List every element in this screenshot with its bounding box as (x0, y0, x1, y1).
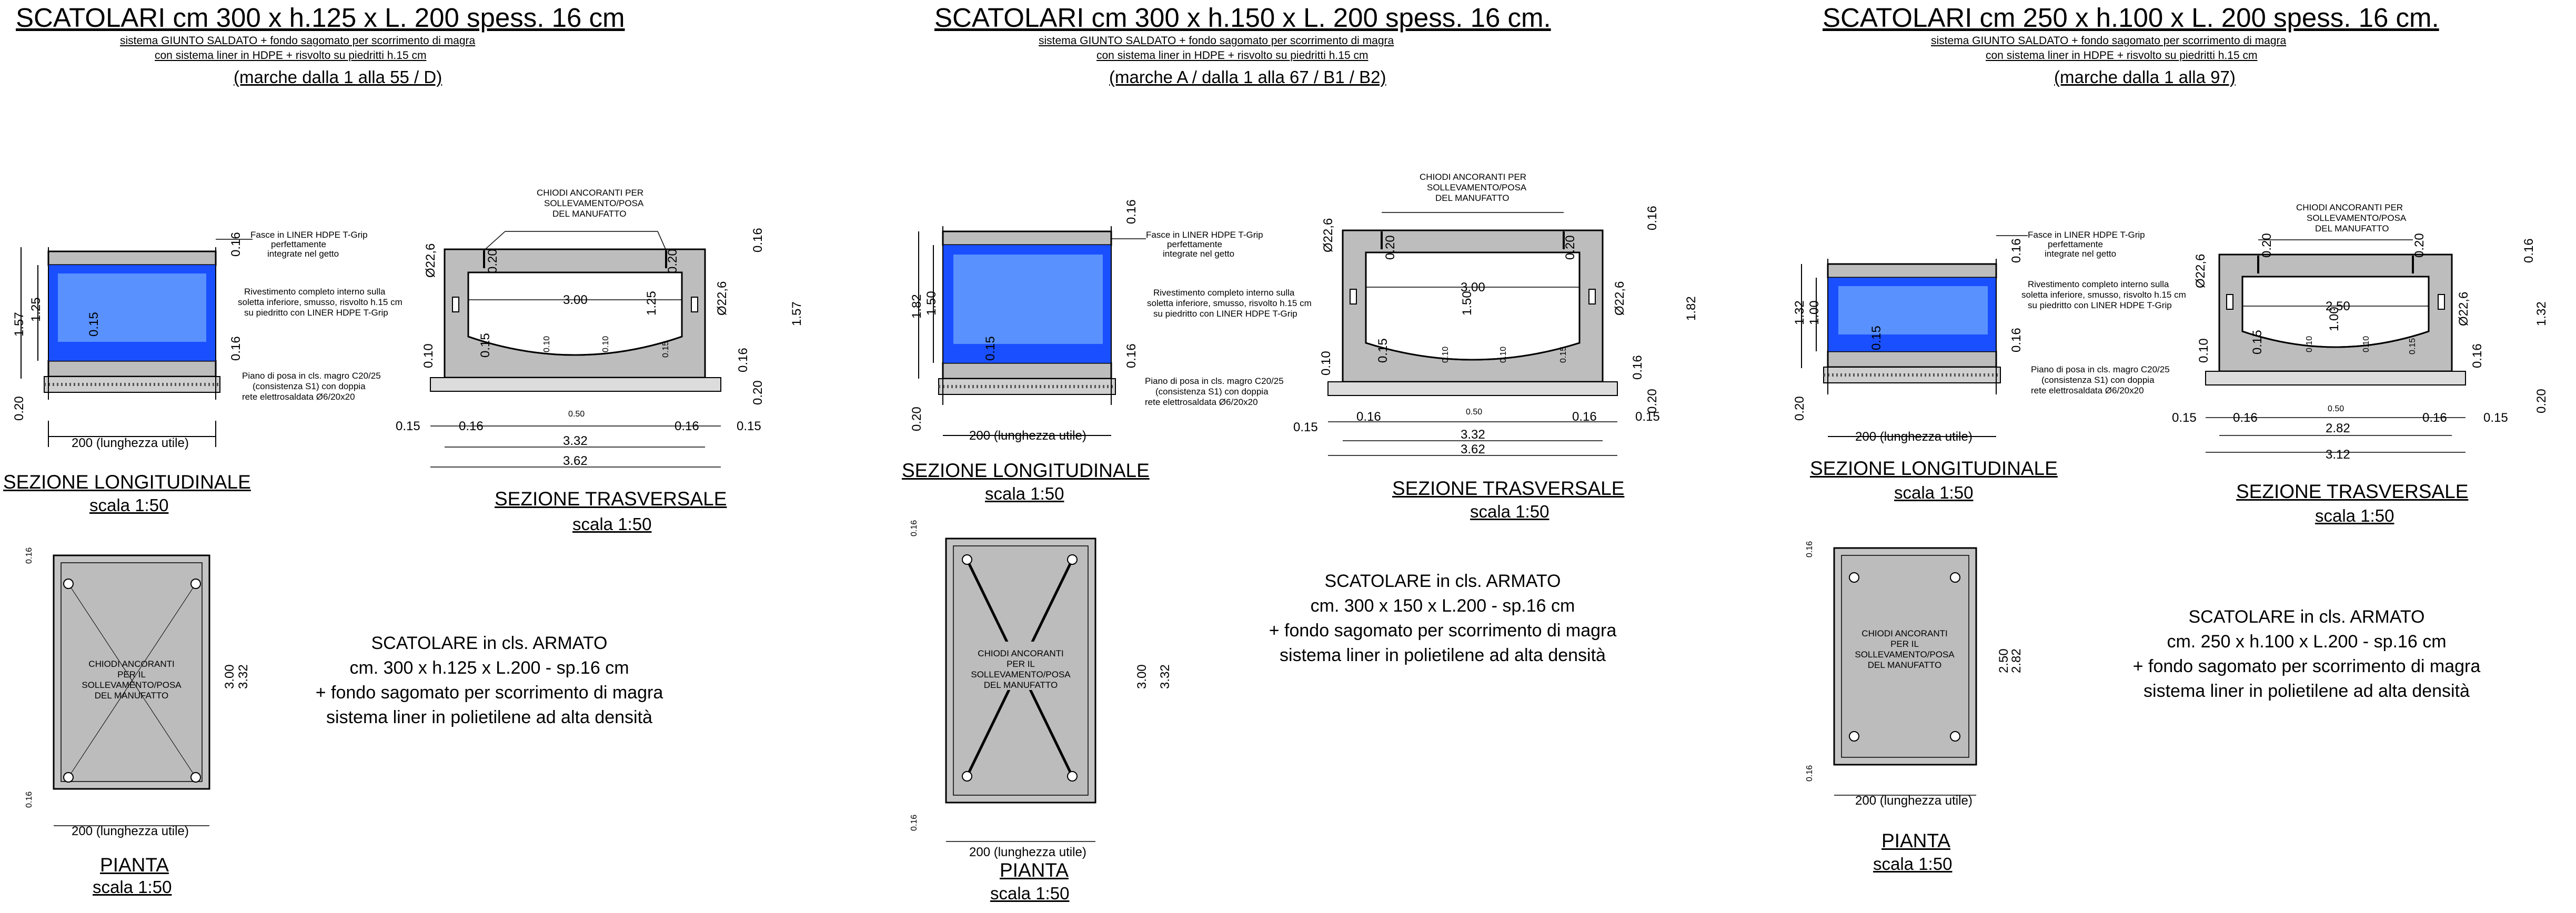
plan-scale: scala 1:50 (1873, 854, 1953, 874)
trans-left-b1: 0.10 (421, 343, 436, 368)
trans-base-width: 3.62 (1461, 442, 1485, 457)
trans-br-16: 0.16 (2422, 411, 2447, 425)
rivest-note-2: soletta inferiore, smusso, risvolto h.15 cm (238, 297, 402, 307)
trans-bl-15: 0.15 (2172, 411, 2197, 425)
longitudinal-section (910, 199, 1312, 443)
rivest-note-1: Rivestimento completo interno sulla (1153, 288, 1295, 298)
long-top-thickness: 0.16 (2009, 238, 2024, 263)
plan-chiodi-2: PER IL (117, 669, 146, 679)
plan-edge-bot: 0.16 (910, 814, 919, 831)
plan-chiodi-4: DEL MANUFATTO (94, 691, 169, 701)
plan-chiodi-2: PER IL (1007, 659, 1035, 669)
panel-subtitle-1: sistema GIUNTO SALDATO + fondo sagomato per scorrimento di magra (1931, 35, 2287, 47)
trans-left-b2: 0.15 (1376, 338, 1390, 363)
rivest-note-2: soletta inferiore, smusso, risvolto h.15 cm (1147, 298, 1312, 308)
long-section-scale: scala 1:50 (1894, 483, 1974, 502)
plan-edge-bot: 0.16 (1805, 765, 1814, 782)
trans-left-b2: 0.15 (2250, 330, 2265, 354)
plan-edge-bot: 0.16 (25, 791, 34, 808)
trans-phi-right: Ø22,6 (715, 281, 729, 316)
liner-note-2: perfettamente (2048, 239, 2103, 249)
panel-title: SCATOLARI cm 300 x h.150 x L. 200 spess. 16 cm. (934, 3, 1551, 33)
liner-note-2: perfettamente (271, 239, 326, 249)
long-base-label: 0.20 (12, 396, 26, 421)
long-section-caption: SEZIONE LONGITUDINALE (1810, 458, 2058, 479)
trans-mid-2: 0.10 (601, 336, 610, 352)
trans-left-b1: 0.10 (2197, 338, 2211, 363)
piano-note-1: Piano di posa in cls. magro C20/25 (2031, 364, 2170, 374)
trans-base-width: 3.12 (2326, 448, 2350, 462)
trans-left-b2: 0.15 (478, 333, 492, 358)
plan-w-in: 3.00 (223, 664, 237, 689)
piano-note-3: rete elettrosaldata Ø6/20x20 (242, 392, 355, 402)
trans-phi-right: Ø22,6 (1613, 281, 1627, 316)
plan-edge-top: 0.16 (1805, 541, 1814, 557)
panel-subtitle-2: con sistema liner in HDPE + risvolto su piedritti h.15 cm (1096, 49, 1368, 62)
rivest-note-3: su piedritto con LINER HDPE T-Grip (2028, 300, 2172, 310)
trans-section-caption: SEZIONE TRASVERSALE (2236, 481, 2469, 502)
long-bottom-thickness: 0.16 (229, 336, 243, 361)
trans-mid-1: 0.10 (2305, 336, 2314, 352)
trans-inner-width: 3.00 (1461, 280, 1485, 295)
trans-right-height: 1.57 (790, 301, 804, 326)
trans-bl-16: 0.16 (459, 419, 484, 433)
trans-inner-height: 1.50 (1460, 291, 1474, 316)
liner-note-1: Fasce in LINER HDPE T-Grip (1146, 230, 1263, 240)
panel-title: SCATOLARI cm 300 x h.125 x L. 200 spess. 16 cm (16, 3, 625, 33)
panel-marche: (marche dalla 1 alla 97) (2054, 67, 2236, 87)
trans-inner-width: 2.50 (2326, 299, 2350, 313)
trans-top-thk-r: 0.20 (666, 249, 680, 273)
long-inner-height-label: 1.25 (29, 297, 43, 322)
trans-section-scale: scala 1:50 (572, 514, 652, 534)
trans-right-b2: 0.20 (1645, 389, 1659, 413)
plan-w-out: 3.32 (236, 664, 250, 689)
liner-note-3: integrate nel getto (267, 249, 339, 259)
panel-marche: (marche A / dalla 1 alla 67 / B1 / B2) (1109, 67, 1386, 87)
trans-mid-1: 0.10 (542, 336, 551, 352)
long-base-label: 0.20 (1793, 396, 1807, 421)
liner-note-1: Fasce in LINER HDPE T-Grip (250, 230, 368, 240)
long-section-scale: scala 1:50 (985, 484, 1064, 503)
plan-length: 200 (lunghezza utile) (969, 845, 1086, 859)
longitudinal-section (1793, 230, 2186, 444)
trans-inner-height: 1.00 (2327, 307, 2341, 331)
long-base-label: 0.20 (910, 407, 924, 431)
long-section-caption: SEZIONE LONGITUDINALE (902, 460, 1150, 481)
trans-top-thk: 0.20 (1383, 235, 1397, 260)
long-length-label: 200 (lunghezza utile) (72, 436, 189, 450)
panel-subtitle-2: con sistema liner in HDPE + risvolto su piedritti h.15 cm (1986, 49, 2258, 62)
trans-section-scale: scala 1:50 (2315, 506, 2394, 525)
plan-chiodi-1: CHIODI ANCORANTI (1861, 628, 1948, 638)
rivest-note-1: Rivestimento completo interno sulla (2028, 279, 2169, 289)
trans-right-b2: 0.20 (2534, 389, 2549, 413)
plan-w-in: 2.50 (1997, 648, 2011, 673)
long-liner-label: 0.15 (87, 312, 101, 337)
trans-phi-left: Ø22,6 (1321, 218, 1335, 252)
trans-dim-50: 0.50 (568, 410, 585, 419)
chiodi-note-1: CHIODI ANCORANTI PER (2296, 202, 2403, 212)
element-description: SCATOLARE in cls. ARMATO cm. 300 x 150 x L.200 - sp.16 cm + fondo sagomato per scorrimento di magra sistema liner in polietilene ad alta densità (1269, 571, 1617, 665)
element-description: SCATOLARE in cls. ARMATO cm. 300 x h.125 x L.200 - sp.16 cm + fondo sagomato per scorrimento di magra sistema liner in polietilene ad alta densità (315, 633, 663, 727)
trans-br-15: 0.15 (2483, 411, 2508, 425)
piano-note-2: (consistenza S1) con doppia (2041, 375, 2155, 385)
trans-br-16: 0.16 (675, 419, 699, 433)
long-length-label: 200 (lunghezza utile) (1855, 430, 1973, 444)
trans-section-caption: SEZIONE TRASVERSALE (1392, 478, 1625, 499)
transverse-section (396, 188, 804, 468)
plan-length: 200 (lunghezza utile) (1855, 794, 1973, 808)
liner-note-2: perfettamente (1167, 239, 1222, 249)
plan-chiodi-3: SOLLEVAMENTO/POSA (971, 669, 1071, 679)
plan-w-out: 2.82 (2009, 648, 2024, 673)
plan-caption: PIANTA (100, 854, 169, 876)
panel-1-drawing (0, 0, 859, 913)
long-liner-label: 0.15 (983, 336, 998, 361)
trans-mid-2: 0.10 (1499, 346, 1508, 363)
trans-right-height: 1.32 (2534, 301, 2549, 326)
trans-outer-width: 3.32 (563, 434, 588, 448)
plan-w-out: 3.32 (1158, 664, 1172, 689)
plan-chiodi-1: CHIODI ANCORANTI (88, 659, 175, 669)
chiodi-note-2: SOLLEVAMENTO/POSA (1427, 182, 1527, 192)
plan-edge-top: 0.16 (910, 520, 919, 536)
panel-2-drawing (859, 0, 1717, 913)
trans-bl-15: 0.15 (1293, 420, 1318, 434)
rivest-note-2: soletta inferiore, smusso, risvolto h.15 cm (2021, 290, 2186, 300)
drawing-panel-2 (859, 0, 1717, 913)
plan-view (1805, 541, 2024, 808)
drawing-panel-3 (1717, 0, 2576, 913)
panel-subtitle-1: sistema GIUNTO SALDATO + fondo sagomato per scorrimento di magra (1039, 35, 1394, 47)
trans-dim-50: 0.50 (1466, 408, 1483, 417)
trans-right-b1: 0.16 (2470, 343, 2484, 368)
plan-caption: PIANTA (1000, 859, 1069, 881)
trans-top-thk: 0.20 (486, 249, 500, 273)
plan-edge-top: 0.16 (25, 547, 34, 564)
long-inner-height-label: 1.50 (924, 291, 939, 316)
trans-section-caption: SEZIONE TRASVERSALE (495, 488, 727, 510)
piano-note-2: (consistenza S1) con doppia (1155, 387, 1269, 397)
longitudinal-section (12, 230, 402, 450)
trans-right-b2: 0.20 (751, 380, 765, 405)
drawing-panel-1 (0, 0, 859, 913)
panel-marche: (marche dalla 1 alla 55 / D) (234, 67, 442, 87)
trans-mid-3: 0.15 (2408, 338, 2417, 354)
piano-note-2: (consistenza S1) con doppia (253, 381, 366, 391)
trans-section-scale: scala 1:50 (1470, 502, 1549, 521)
chiodi-note-1: CHIODI ANCORANTI PER (537, 188, 644, 198)
trans-right-b1: 0.16 (1631, 355, 1645, 380)
trans-phi-left: Ø22,6 (424, 243, 438, 278)
trans-bl-15: 0.15 (396, 419, 420, 433)
plan-scale: scala 1:50 (990, 884, 1070, 903)
trans-base-width: 3.62 (563, 454, 588, 468)
trans-inner-height: 1.25 (645, 291, 659, 316)
trans-mid-3: 0.15 (1559, 346, 1568, 363)
trans-left-b1: 0.10 (1319, 351, 1333, 376)
trans-right-top: 0.16 (2522, 238, 2536, 263)
plan-chiodi-2: PER IL (1890, 639, 1919, 649)
chiodi-note-3: DEL MANUFATTO (2315, 224, 2389, 234)
trans-br-15: 0.15 (1635, 410, 1660, 424)
trans-dim-50: 0.50 (2328, 404, 2344, 413)
long-length-label: 200 (lunghezza utile) (969, 429, 1086, 443)
trans-bl-16: 0.16 (2233, 411, 2258, 425)
plan-chiodi-4: DEL MANUFATTO (983, 680, 1058, 690)
trans-phi-right: Ø22,6 (2457, 291, 2471, 326)
long-bottom-thickness: 0.16 (2009, 328, 2024, 352)
trans-mid-3: 0.15 (661, 341, 670, 358)
chiodi-note-2: SOLLEVAMENTO/POSA (2307, 213, 2407, 223)
trans-outer-width: 2.82 (2326, 421, 2350, 435)
plan-view (25, 547, 250, 838)
trans-mid-1: 0.10 (1441, 346, 1450, 363)
trans-bl-16: 0.16 (1356, 410, 1381, 424)
plan-chiodi-4: DEL MANUFATTO (1867, 660, 1942, 670)
plan-length: 200 (lunghezza utile) (72, 824, 189, 838)
plan-caption: PIANTA (1881, 830, 1950, 851)
trans-right-height: 1.82 (1684, 296, 1698, 321)
liner-note-3: integrate nel getto (1163, 249, 1235, 259)
trans-br-16: 0.16 (1572, 410, 1597, 424)
element-description: SCATOLARE in cls. ARMATO cm. 250 x h.100 x L.200 - sp.16 cm + fondo sagomato per scorrimento di magra sistema liner in polietilene ad alta densità (2132, 607, 2481, 701)
chiodi-note-1: CHIODI ANCORANTI PER (1420, 172, 1527, 182)
trans-right-b1: 0.16 (736, 348, 750, 372)
panel-subtitle-2: con sistema liner in HDPE + risvolto su piedritti h.15 cm (155, 49, 427, 62)
liner-note-1: Fasce in LINER HDPE T-Grip (2028, 230, 2145, 240)
long-section-scale: scala 1:50 (89, 495, 169, 515)
plan-view (910, 520, 1172, 859)
plan-w-in: 3.00 (1135, 664, 1149, 689)
piano-note-3: rete elettrosaldata Ø6/20x20 (1145, 397, 1258, 407)
rivest-note-1: Rivestimento completo interno sulla (244, 287, 386, 297)
trans-inner-width: 3.00 (563, 293, 588, 307)
chiodi-note-2: SOLLEVAMENTO/POSA (544, 198, 644, 208)
panel-subtitle-1: sistema GIUNTO SALDATO + fondo sagomato per scorrimento di magra (120, 35, 476, 47)
long-height-label: 1.57 (12, 312, 26, 337)
long-bottom-thickness: 0.16 (1124, 343, 1139, 368)
plan-scale: scala 1:50 (93, 877, 172, 897)
long-top-thickness: 0.16 (229, 232, 243, 257)
plan-chiodi-1: CHIODI ANCORANTI (978, 648, 1064, 658)
panel-title: SCATOLARI cm 250 x h.100 x L. 200 spess. 16 cm. (1823, 3, 2439, 33)
rivest-note-3: su piedritto con LINER HDPE T-Grip (1153, 309, 1297, 319)
long-height-label: 1.82 (910, 294, 924, 319)
trans-phi-left: Ø22,6 (2193, 253, 2208, 288)
trans-mid-2: 0.10 (2362, 336, 2371, 352)
chiodi-note-3: DEL MANUFATTO (1435, 193, 1510, 203)
trans-br-15: 0.15 (737, 419, 761, 433)
trans-top-thk-r: 0.20 (2412, 233, 2427, 258)
long-height-label: 1.32 (1793, 300, 1807, 325)
transverse-section (2172, 202, 2549, 462)
long-section-caption: SEZIONE LONGITUDINALE (3, 471, 251, 493)
trans-right-top: 0.16 (751, 228, 765, 252)
plan-chiodi-3: SOLLEVAMENTO/POSA (82, 680, 182, 690)
panel-3-drawing (1717, 0, 2576, 913)
piano-note-1: Piano di posa in cls. magro C20/25 (1145, 376, 1284, 386)
transverse-section (1293, 172, 1698, 457)
trans-top-thk-r: 0.20 (1563, 235, 1577, 260)
long-inner-height-label: 1.00 (1807, 300, 1822, 325)
trans-right-top: 0.16 (1645, 206, 1659, 230)
long-liner-label: 0.15 (1869, 326, 1884, 350)
chiodi-note-3: DEL MANUFATTO (552, 209, 627, 219)
liner-note-3: integrate nel getto (2045, 249, 2117, 259)
trans-outer-width: 3.32 (1461, 428, 1485, 442)
piano-note-1: Piano di posa in cls. magro C20/25 (242, 371, 381, 381)
trans-top-thk: 0.20 (2260, 233, 2274, 258)
long-top-thickness: 0.16 (1124, 199, 1139, 224)
piano-note-3: rete elettrosaldata Ø6/20x20 (2031, 386, 2144, 395)
plan-chiodi-3: SOLLEVAMENTO/POSA (1855, 650, 1955, 660)
rivest-note-3: su piedritto con LINER HDPE T-Grip (244, 308, 388, 318)
